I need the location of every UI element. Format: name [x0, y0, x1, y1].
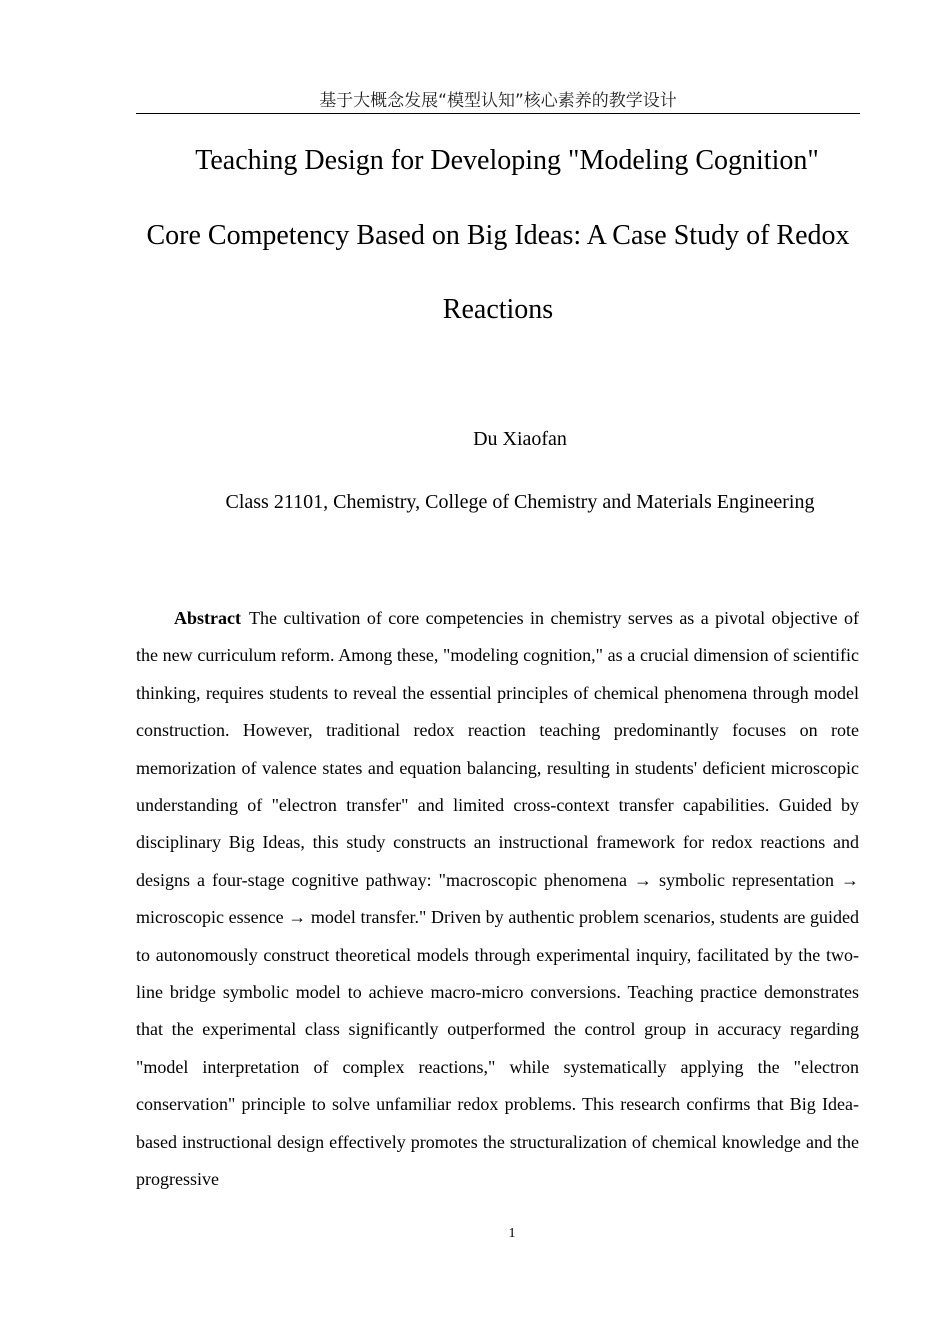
abstract-text: The cultivation of core competencies in chemistry serves as a pivotal objective of the new curriculum reform. Among these, "modeling cognition," as a crucial dimension of scientific thinking, requires students to reveal the essential principles of chemical phenomena through model construction. However, traditional redox reaction teaching predominantly focuses on rote memorization of valence states and equation balancing, resulting in students' deficient microscopic understanding of "electron transfer" and limited cross-context transfer capabilities. Guided by disciplinary Big Ideas, this study constructs an instructional framework for redox reactions and designs a four-stage cognitive pathway: "macroscopic phenomena → symbolic representation → microscopic essence → model transfer." Driven by authentic problem scenarios, students are guided to autonomously construct theoretical models through experimental inquiry, facilitated by the two-line bridge symbolic model to achieve macro-micro conversions. Teaching practice demonstrates that the experimental class significantly outperformed the control group in accuracy regarding "model interpretation of complex reactions," while systematically applying the "electron conservation" principle to solve unfamiliar redox problems. This research confirms that Big Idea-based instructional design effectively promotes the structuralization of chemical knowledge and the progressive — [136, 608, 859, 1190]
page-number: 1 — [508, 1226, 516, 1241]
abstract-label: Abstract — [174, 608, 241, 628]
author-name: Du Xiaofan — [473, 428, 567, 450]
running-header: 基于大概念发展“模型认知”核心素养的教学设计 — [319, 91, 677, 111]
abstract-paragraph — [136, 600, 859, 1199]
header-rule — [136, 113, 860, 114]
author-affiliation: Class 21101, Chemistry, College of Chemistry and Materials Engineering — [225, 491, 815, 513]
paper-title — [136, 124, 860, 348]
title-line-3: Reactions — [442, 294, 554, 325]
title-line-1: Teaching Design for Developing "Modeling Cognition" — [195, 145, 819, 176]
title-line-2: Core Competency Based on Big Ideas: A Case Study of Redox — [146, 219, 850, 251]
